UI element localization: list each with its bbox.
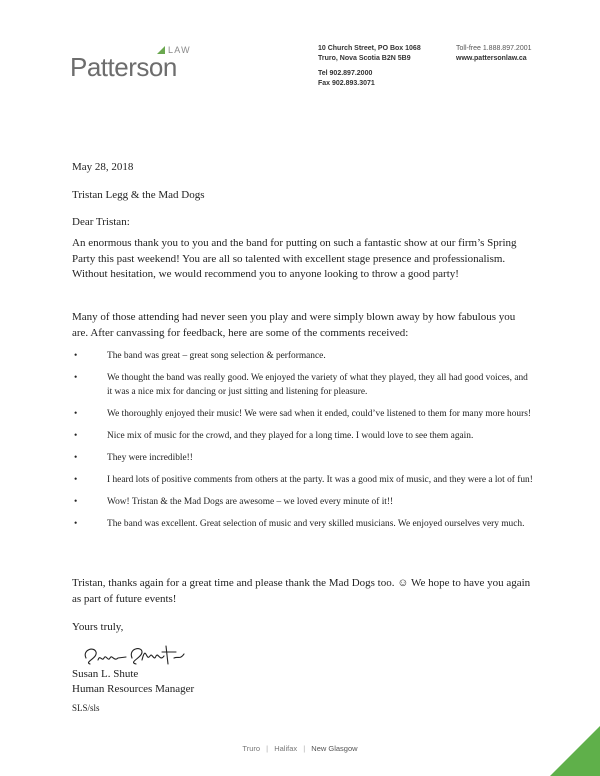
comment-text: Nice mix of music for the crowd, and they played for a long time. I would love to see them again.	[107, 431, 474, 441]
comment-text: Wow! Tristan & the Mad Dogs are awesome – we loved every minute of it!!	[107, 497, 394, 507]
tollfree-number: Toll-free 1.888.897.2001	[456, 45, 532, 52]
comment-text: They were incredible!!	[107, 453, 193, 463]
list-item	[72, 429, 534, 443]
comment-text: The band was excellent. Great selection of music and very skilled musicians. We enjoyed ourselves very much.	[107, 519, 525, 529]
bullet-icon: •	[74, 519, 78, 529]
bullet-icon: •	[74, 497, 78, 507]
paragraph-closing: Tristan, thanks again for a great time and please thank the Mad Dogs too. ☺ We hope to have you again as part of future events!	[72, 577, 531, 605]
list-item	[72, 473, 534, 487]
footer-offices	[0, 744, 600, 753]
letterhead-address	[318, 44, 421, 88]
letter-date: May 28, 2018	[72, 161, 134, 173]
list-item	[72, 517, 534, 531]
fax-number: Fax 902.893.3071	[318, 79, 375, 87]
footer-separator: |	[266, 744, 269, 753]
footer-city-halifax: Halifax	[274, 744, 298, 753]
signature	[80, 640, 190, 668]
footer-city-new-glasgow: New Glasgow	[311, 744, 358, 753]
paragraph-thanks: An enormous thank you to you and the band for putting on such a fantastic show at our firm’s Spring Party this past weekend! You are all so talented with excellent stage presence and professionalism. Without hesitation, we would recommend you to anyone looking to throw a good party!	[72, 237, 517, 280]
list-item	[72, 371, 534, 399]
list-item	[72, 451, 534, 465]
list-item	[72, 495, 534, 509]
logo-name-text: Patterson	[70, 52, 177, 82]
tel-number: Tel 902.897.2000	[318, 70, 373, 77]
comment-text: I heard lots of positive comments from others at the party. It was a good mix of music, and they were a lot of fun!	[107, 475, 533, 485]
bullet-icon: •	[74, 453, 78, 463]
bullet-icon: •	[74, 431, 78, 441]
address-line-2: Truro, Nova Scotia B2N 5B9	[318, 54, 411, 62]
address-line-1: 10 Church Street, PO Box 1068	[318, 45, 421, 52]
paragraph-feedback-intro: Many of those attending had never seen you play and were simply blown away by how fabulous you are. After canvassing for feedback, here are some of the comments received:	[72, 311, 516, 339]
signer-name: Susan L. Shute	[72, 668, 139, 680]
letter-recipient: Tristan Legg & the Mad Dogs	[72, 189, 205, 201]
corner-accent	[550, 726, 600, 776]
footer-separator: |	[303, 744, 306, 753]
signer-title: Human Resources Manager	[72, 683, 195, 695]
bullet-icon: •	[74, 475, 78, 485]
comment-text: We thoroughly enjoyed their music! We were sad when it ended, could’ve listened to them for many more hours!	[107, 409, 531, 419]
letterhead-contact	[456, 44, 532, 63]
comment-text: The band was great – great song selection & performance.	[107, 351, 326, 361]
logo-law-text: LAW	[168, 45, 191, 55]
valediction: Yours truly,	[72, 621, 124, 633]
letter-salutation: Dear Tristan:	[72, 216, 130, 228]
reference-initials: SLS/sls	[72, 703, 100, 713]
list-item	[72, 407, 534, 421]
comment-text: We thought the band was really good. We enjoyed the variety of what they played, they all had good voices, and it was a nice mix for dancing or just sitting and listening for pleasure.	[107, 373, 528, 397]
comments-list	[72, 349, 534, 539]
footer-city-truro: Truro	[242, 744, 261, 753]
bullet-icon: •	[74, 373, 78, 383]
list-item	[72, 349, 534, 363]
bullet-icon: •	[74, 409, 78, 419]
bullet-icon: •	[74, 351, 78, 361]
website-link[interactable]: www.pattersonlaw.ca	[456, 54, 527, 62]
